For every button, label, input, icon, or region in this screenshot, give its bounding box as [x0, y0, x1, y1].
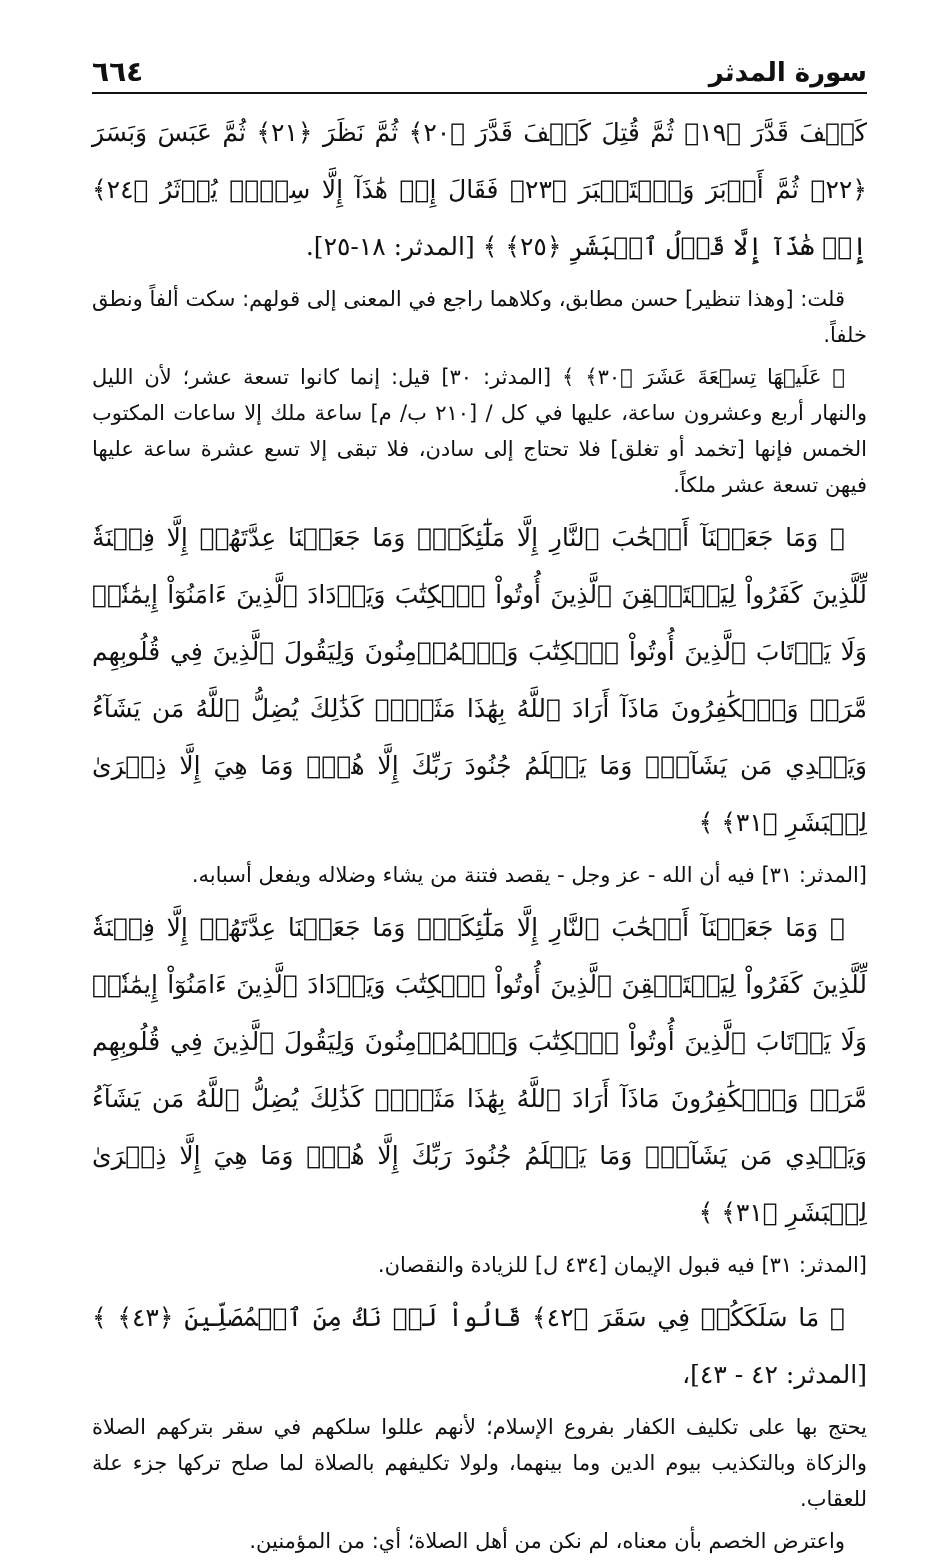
- quran-verse-block: ﴿ وَمَا جَعَلۡنَآ أَصۡحَٰبَ ٱلنَّارِ إِلَّا مَلَٰٓئِكَةٗۖ وَمَا جَعَلۡنَا عِدَّتَهُمۡ إِلَّا فِتۡنَةٗ لِّلَّذِينَ كَفَرُواْ لِيَسۡتَيۡقِنَ ٱلَّذِينَ أُوتُواْ ٱلۡكِتَٰبَ وَيَزۡدَادَ ٱلَّذِينَ ءَامَنُوٓاْ إِيمَٰنٗاۙ وَلَا يَرۡتَابَ ٱلَّذِينَ أُوتُواْ ٱلۡكِتَٰبَ وَٱلۡمُؤۡمِنُونَ وَلِيَقُولَ ٱلَّذِينَ فِي قُلُوبِهِم مَّرَضٞ وَٱلۡكَٰفِرُونَ مَاذَآ أَرَادَ ٱللَّهُ بِهَٰذَا مَثَلٗاۚ كَذَٰلِكَ يُضِلُّ ٱللَّهُ مَن يَشَآءُ وَيَهۡدِي مَن يَشَآءُۚ وَمَا يَعۡلَمُ جُنُودَ رَبِّكَ إِلَّا هُوَۚ وَمَا هِيَ إِلَّا ذِكۡرَىٰ لِلۡبَشَرِ ﴿٣١﴾ ﴾: [92, 913, 867, 1227]
- surah-title: سورة المدثر: [708, 58, 867, 88]
- commentary-paragraph: [المدثر: ٣١] فيه قبول الإيمان [٤٣٤ ل] للزيادة والنقصان.: [377, 1253, 867, 1277]
- book-page: [92, 40, 867, 1565]
- commentary-paragraph: واعترض الخصم بأن معناه، لم نكن من أهل الصلاة؛ أي: من المؤمنين.: [249, 1529, 845, 1553]
- page-body: [92, 104, 867, 1559]
- commentary-paragraph: [المدثر: ٣١] فيه أن الله - عز وجل - يقصد فتنة من يشاء وضلاله ويفعل أسبابه.: [191, 863, 867, 887]
- commentary-paragraph: يحتج بها على تكليف الكفار بفروع الإسلام؛ لأنهم عللوا سلكهم في سقر بتركهم الصلاة والزكاة وبالتكذيب بيوم الدين وما بينهما، ولولا تكليفهم بالصلاة لما صلح تركها جزء علة للعقاب.: [92, 1415, 867, 1511]
- quran-verse-block: ﴿ وَمَا جَعَلۡنَآ أَصۡحَٰبَ ٱلنَّارِ إِلَّا مَلَٰٓئِكَةٗۖ وَمَا جَعَلۡنَا عِدَّتَهُمۡ إِلَّا فِتۡنَةٗ لِّلَّذِينَ كَفَرُواْ لِيَسۡتَيۡقِنَ ٱلَّذِينَ أُوتُواْ ٱلۡكِتَٰبَ وَيَزۡدَادَ ٱلَّذِينَ ءَامَنُوٓاْ إِيمَٰنٗاۙ وَلَا يَرۡتَابَ ٱلَّذِينَ أُوتُواْ ٱلۡكِتَٰبَ وَٱلۡمُؤۡمِنُونَ وَلِيَقُولَ ٱلَّذِينَ فِي قُلُوبِهِم مَّرَضٞ وَٱلۡكَٰفِرُونَ مَاذَآ أَرَادَ ٱللَّهُ بِهَٰذَا مَثَلٗاۚ كَذَٰلِكَ يُضِلُّ ٱللَّهُ مَن يَشَآءُ وَيَهۡدِي مَن يَشَآءُۚ وَمَا يَعۡلَمُ جُنُودَ رَبِّكَ إِلَّا هُوَۚ وَمَا هِيَ إِلَّا ذِكۡرَىٰ لِلۡبَشَرِ ﴿٣١﴾ ﴾: [92, 523, 867, 837]
- page-number: ٦٦٤: [92, 55, 144, 88]
- quran-verse-block: كَيۡفَ قَدَّرَ ﴿١٩﴾ ثُمَّ قُتِلَ كَيۡفَ قَدَّرَ ﴿٢٠﴾ ثُمَّ نَظَرَ ﴿٢١﴾ ثُمَّ عَبَسَ وَبَسَرَ ﴿٢٢﴾ ثُمَّ أَدۡبَرَ وَٱسۡتَكۡبَرَ ﴿٢٣﴾ فَقَالَ إِنۡ هَٰذَآ إِلَّا سِحۡرٞ يُؤۡثَرُ ﴿٢٤﴾ إِنۡ هَٰذَآ إِلَّا قَوۡلُ ٱلۡبَشَرِ ﴿٢٥﴾ ﴾ [المدثر: ١٨-٢٥].: [92, 118, 868, 261]
- commentary-paragraph: قلت: [وهذا تنظير] حسن مطابق، وكلاهما راجع في المعنى إلى قولهم: سكت ألفاً ونطق خلفاً.: [92, 287, 867, 347]
- quran-verse-block: ﴿ مَا سَلَكَكُمۡ فِي سَقَرَ ﴿٤٢﴾ قَالُواْ لَمۡ نَكُ مِنَ ٱلۡمُصَلِّينَ ﴿٤٣﴾ ﴾ [المدثر: ٤٢ - ٤٣]،: [92, 1303, 867, 1389]
- commentary-paragraph: ﴿ عَلَيۡهَا تِسۡعَةَ عَشَرَ ﴿٣٠﴾ ﴾ [المدثر: ٣٠] قيل: إنما كانوا تسعة عشر؛ لأن الليل والنهار أربع وعشرون ساعة، عليها في كل / [٢١٠ ب/ م] ساعة ملك إلا ساعات المكتوب الخمس فإنها [تخمد أو تغلق] فلا تحتاج إلى سادن، فلا تبقى إلا تسع عشرة ساعة عليها فيهن تسعة عشر ملكاً.: [92, 365, 867, 497]
- page-header: [92, 40, 867, 94]
